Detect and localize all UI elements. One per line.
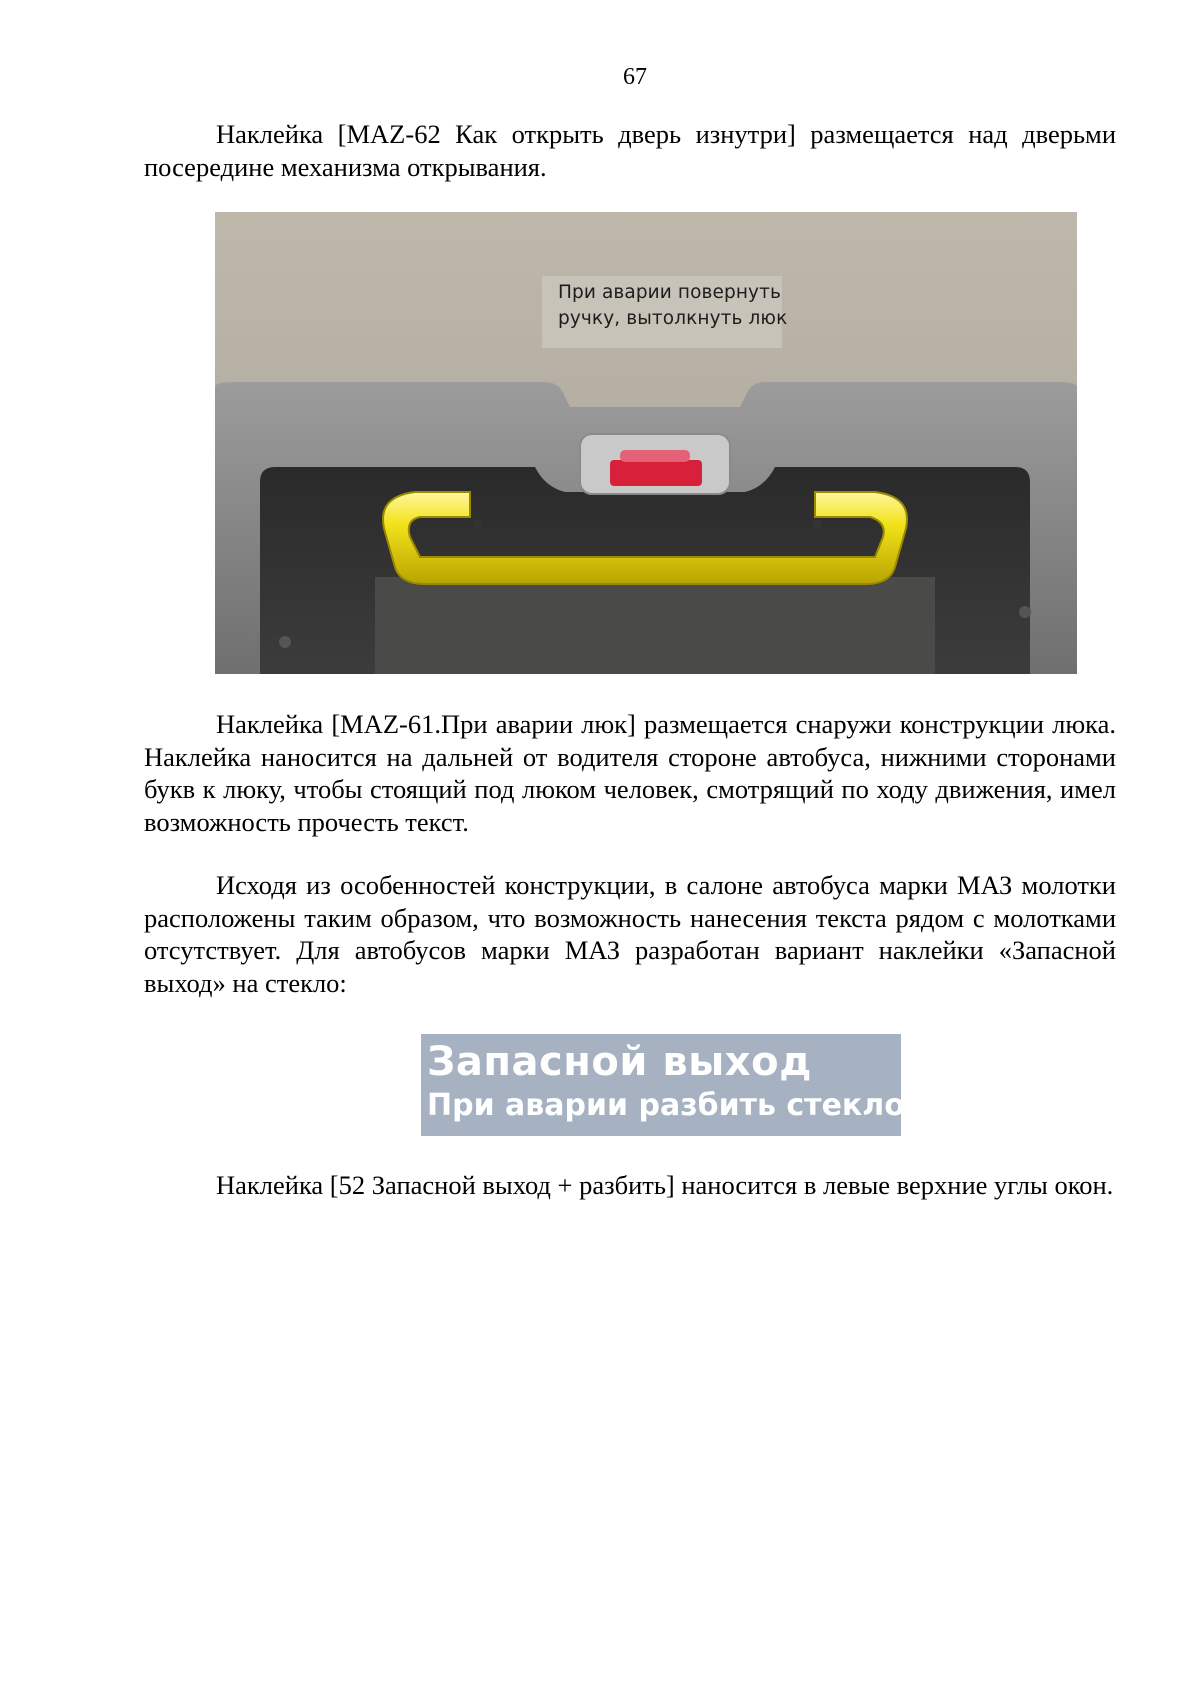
paragraph-window-sticker: Наклейка [52 Запасной выход + разбить] наносится в левые верхние углы окон.: [216, 1170, 1114, 1200]
exit-sticker-title: Запасной выход: [427, 1039, 812, 1085]
page-number: 67: [623, 64, 647, 90]
exit-sticker-subtitle: При аварии разбить стекло: [427, 1088, 905, 1123]
paragraph-door-sticker: Наклейка [MAZ-62 Как открыть дверь изнутри] размещается над дверьми посередине механизма открывания.: [144, 119, 1116, 182]
hatch-sticker-line2: ручку, вытолкнуть люк: [558, 308, 788, 329]
roof-hatch-photo: [215, 212, 1077, 674]
hatch-sticker-label: [542, 276, 788, 348]
paragraph-hatch-sticker: Наклейка [MAZ-61.При аварии люк] размещается снаружи конструкции люка. Наклейка наносится на дальней от водителя стороне автобуса, нижними сторонами букв к люку, чтобы стоящий под люком человек, смотрящий по ходу движения, имел возможность прочесть текст.: [144, 709, 1116, 837]
paragraph-hammers: Исходя из особенностей конструкции, в салоне автобуса марки МАЗ молотки расположены таким образом, что возможность нанесения текста рядом с молотками отсутствует. Для автобусов марки МАЗ разработан вариант наклейки «Запасной выход» на стекло:: [144, 870, 1116, 998]
emergency-exit-sticker: [421, 1034, 905, 1136]
hatch-sticker-line1: При аварии повернуть: [558, 282, 781, 303]
